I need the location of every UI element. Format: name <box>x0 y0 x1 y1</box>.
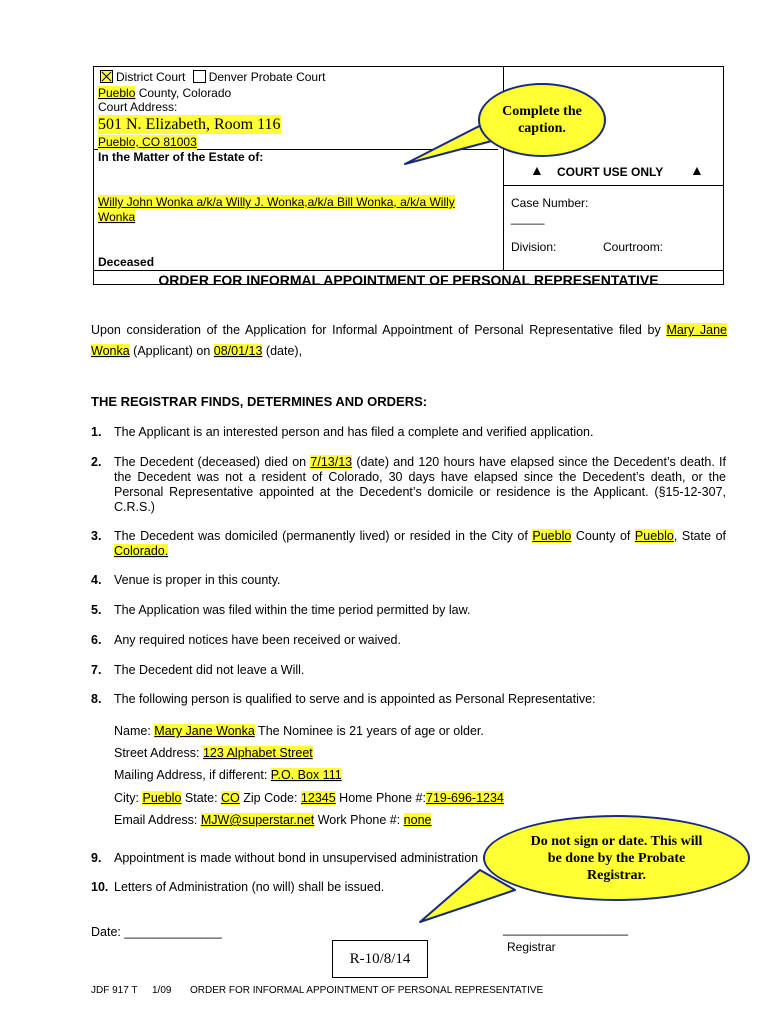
zip-label: Zip Code: <box>239 791 301 805</box>
item-text-part: , State of <box>673 529 726 543</box>
case-number-label: Case Number: <box>511 196 589 210</box>
item-number: 6. <box>91 633 102 647</box>
callout-text: Complete the caption. <box>502 104 582 136</box>
intro-text: (date), <box>262 344 303 358</box>
home-phone-label: Home Phone #: <box>335 791 427 805</box>
rep-street: 123 Alphabet Street <box>202 746 313 760</box>
rep-mailing: P.O. Box 111 <box>270 768 342 782</box>
divider <box>503 185 724 186</box>
item-text: Letters of Administration (no will) shall be issued. <box>114 880 385 894</box>
case-number-field[interactable]: _____ <box>511 211 545 225</box>
domicile-state: Colorado. <box>114 544 169 558</box>
intro-text: Upon consideration of the Application for Informal Appointment of Personal Representative filed by <box>91 323 667 337</box>
rep-email: MJW@superstar.net <box>200 813 315 827</box>
state-label: State: <box>181 791 222 805</box>
registrar-signature-line[interactable]: __________________ <box>503 922 629 936</box>
rep-home-phone: 719-696-1234 <box>426 791 504 805</box>
applicant-name: Wonka <box>91 344 130 358</box>
age-note: The Nominee is 21 years of age or older. <box>254 724 484 738</box>
division-label: Division: <box>511 240 557 254</box>
item-number: 2. <box>91 455 102 469</box>
findings-heading: THE REGISTRAR FINDS, DETERMINES AND ORDERS: <box>91 394 428 409</box>
item-text: The Application was filed within the time period permitted by law. <box>114 603 471 617</box>
city-label: City: <box>114 791 143 805</box>
rep-name-label: Name: <box>114 724 155 738</box>
revision-stamp: R-10/8/14 <box>332 940 428 978</box>
arrow-up-icon: ▲ <box>690 162 704 178</box>
decedent-name-text: Willy John Wonka a/k/a Willy J. Wonka,a/k/a Bill Wonka, a/k/a Willy Wonka <box>98 195 455 224</box>
rep-name-row <box>114 724 484 739</box>
work-phone-label: Work Phone #: <box>314 813 404 827</box>
court-use-only: COURT USE ONLY <box>557 165 664 179</box>
date-row <box>91 925 222 940</box>
email-label: Email Address: <box>114 813 201 827</box>
rep-name: Mary Jane Wonka <box>154 724 255 738</box>
item-text: Appointment is made without bond in unsupervised administration <box>114 851 479 865</box>
application-date: 08/01/13 <box>213 344 263 358</box>
applicant-name: Mary Jane <box>666 323 727 337</box>
date-field[interactable]: ______________ <box>124 925 222 939</box>
district-court-checkbox[interactable] <box>100 70 113 83</box>
caption-divider <box>93 270 724 271</box>
item-number: 1. <box>91 425 102 439</box>
decedent-name <box>98 195 478 225</box>
item-number: 8. <box>91 692 102 706</box>
deceased-label: Deceased <box>98 255 155 269</box>
county-name: Pueblo <box>98 86 136 100</box>
registrar-label: Registrar <box>507 940 556 954</box>
district-court-label: District Court <box>116 70 186 84</box>
form-date: 1/09 <box>152 985 172 996</box>
rep-city-row <box>114 791 504 806</box>
rep-mailing-row <box>114 768 342 783</box>
city-state-zip: Pueblo, CO 81003 <box>98 135 197 149</box>
mailing-label: Mailing Address, if different: <box>114 768 271 782</box>
court-address-value: 501 N. Elizabeth, Room 116 <box>98 116 281 133</box>
item-text: The Decedent did not leave a Will. <box>114 663 305 677</box>
matter-label: In the Matter of the Estate of: <box>98 150 264 164</box>
denver-probate-checkbox[interactable] <box>193 70 206 83</box>
callout-text: Do not sign or date. This will be done by the Probate Registrar. <box>530 833 703 883</box>
intro-text: (Applicant) on <box>129 344 214 358</box>
denver-probate-label: Denver Probate Court <box>208 70 326 84</box>
rep-email-row <box>114 813 431 828</box>
street-label: Street Address: <box>114 746 203 760</box>
item-number: 9. <box>91 851 102 865</box>
death-date: 7/13/13 <box>310 455 353 469</box>
rep-city: Pueblo <box>142 791 182 805</box>
rep-street-row <box>114 746 313 761</box>
item-text: The following person is qualified to serve and is appointed as Personal Representative: <box>114 692 596 706</box>
document-title: ORDER FOR INFORMAL APPOINTMENT OF PERSONAL REPRESENTATIVE <box>158 272 659 288</box>
rep-zip: 12345 <box>300 791 336 805</box>
item-text-part: (date) and 120 hours have elapsed since the Decedent’s death. If the Decedent was not a resident of Colorado, 30 days have elapsed since the Decedent’s death, or the Personal Representative appointed at the Decedent’s domicile or residence is the Applicant. (§15-12-307, C.R.S.) <box>114 455 726 514</box>
court-type-row <box>100 70 325 85</box>
item-text <box>114 455 726 515</box>
date-label: Date: <box>91 925 125 939</box>
rep-state: CO <box>221 791 240 805</box>
form-id: JDF 917 T <box>91 985 138 996</box>
item-number: 5. <box>91 603 102 617</box>
footer-title: ORDER FOR INFORMAL APPOINTMENT OF PERSONAL REPRESENTATIVE <box>190 985 544 996</box>
item-text-part: The Decedent was domiciled (permanently lived) or resided in the City of <box>114 529 533 543</box>
callout-do-not-sign <box>483 815 750 901</box>
intro-paragraph <box>91 320 727 362</box>
item-number: 7. <box>91 663 102 677</box>
domicile-county: Pueblo <box>634 529 674 543</box>
county-line <box>98 86 231 101</box>
item-number: 3. <box>91 529 102 543</box>
item-text-part: The Decedent (deceased) died on <box>114 455 311 469</box>
domicile-city: Pueblo <box>532 529 572 543</box>
courtroom-label: Courtroom: <box>603 240 664 254</box>
item-number: 4. <box>91 573 102 587</box>
arrow-up-icon: ▲ <box>530 162 544 178</box>
item-number: 10. <box>91 880 109 894</box>
item-text: The Applicant is an interested person and has filed a complete and verified application. <box>114 425 594 439</box>
county-suffix: County, Colorado <box>135 86 232 100</box>
item-text: Venue is proper in this county. <box>114 573 281 587</box>
item-text: Any required notices have been received or waived. <box>114 633 401 647</box>
item-text-part: County of <box>571 529 635 543</box>
rep-work-phone: none <box>403 813 432 827</box>
item-text <box>114 529 726 559</box>
court-address-label: Court Address: <box>98 100 178 114</box>
callout-complete-caption <box>478 83 606 157</box>
